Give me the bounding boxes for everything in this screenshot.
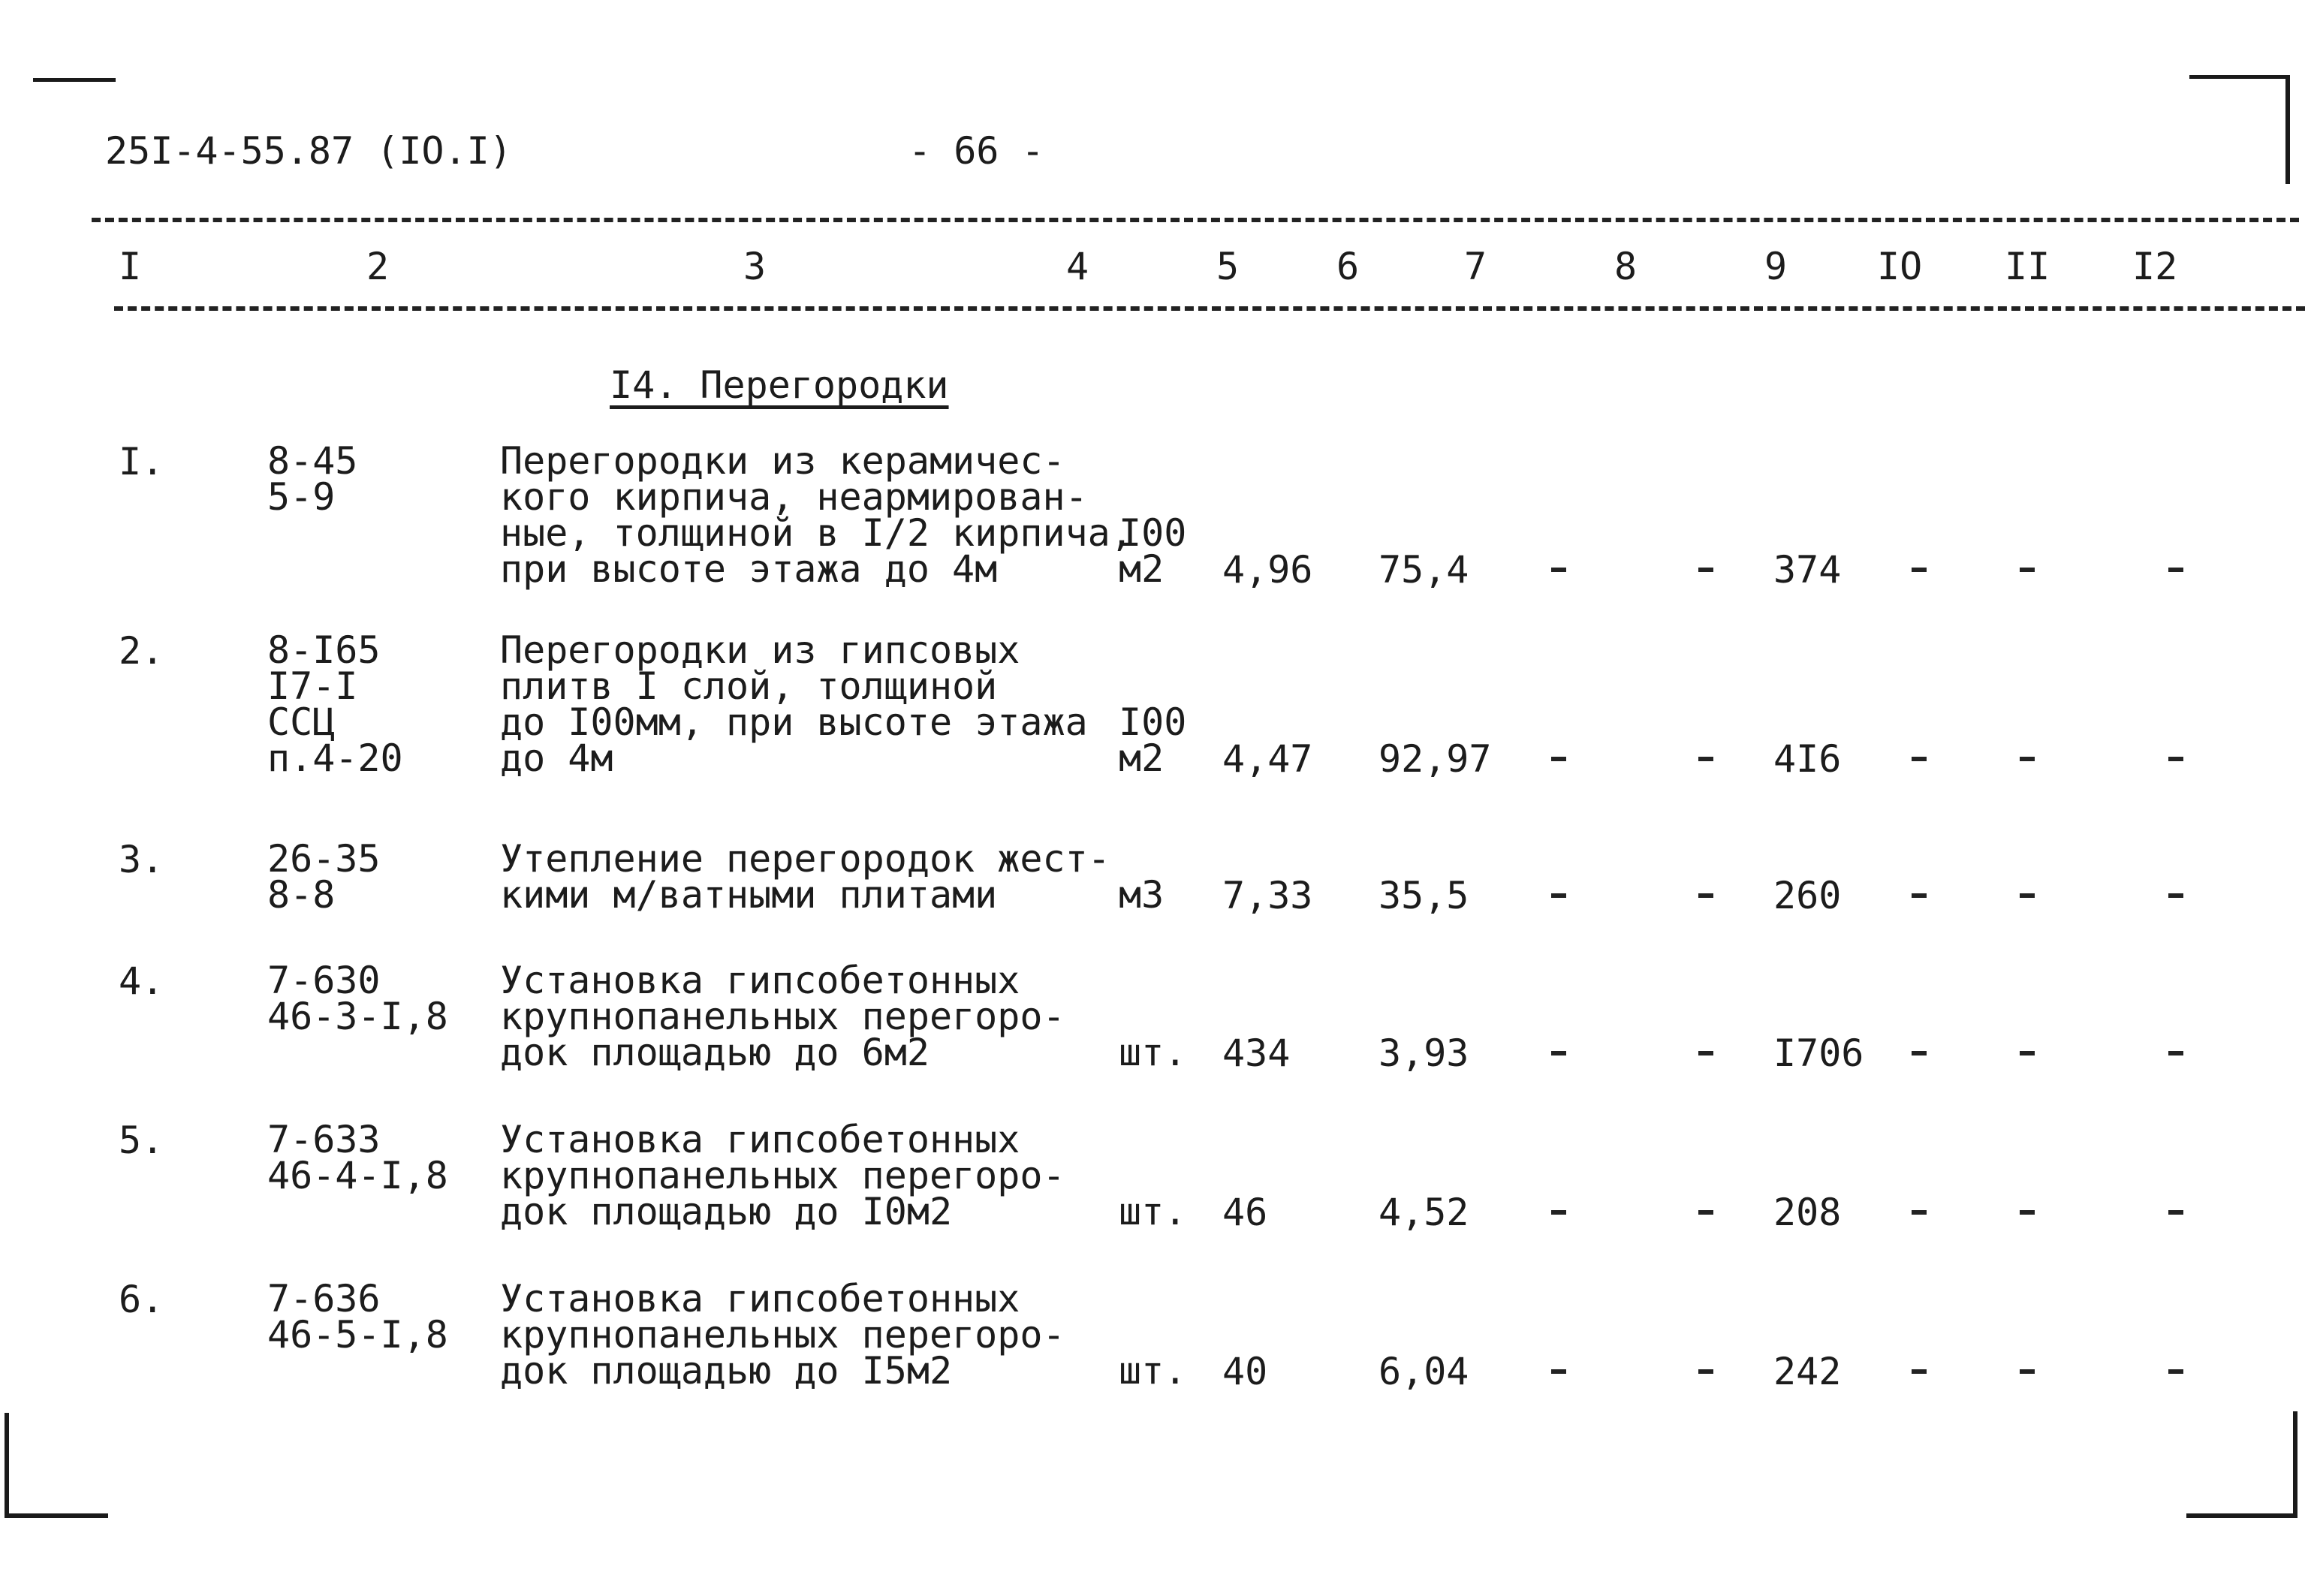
row-unit-line: м2 (1119, 736, 1165, 780)
row-price: 35,5 (1378, 874, 1469, 917)
row-description-line: док площадью до I0м2 (500, 1190, 953, 1233)
row-col12-dash (2168, 893, 2183, 898)
row-code-line: п.4-20 (267, 736, 403, 780)
row-description-line: Установка гипсобетонных (500, 1277, 1020, 1320)
row-total: 260 (1773, 874, 1842, 917)
row-unit-line: шт. (1119, 1190, 1187, 1233)
row-code-line: 46-5-I,8 (267, 1313, 448, 1357)
row-code-line: I7-I (267, 664, 358, 708)
row-price: 75,4 (1378, 548, 1469, 592)
row-code (267, 628, 403, 780)
column-header-5: 5 (1216, 245, 1240, 288)
row-quantity: 7,33 (1222, 874, 1313, 917)
row-code (267, 1277, 448, 1357)
corner-mark-top-right (2189, 75, 2290, 184)
row-code-line: 26-35 (267, 837, 381, 881)
row-code-line: 8-45 (267, 439, 358, 483)
row-col10-dash (1912, 1369, 1927, 1374)
row-code (267, 1118, 448, 1197)
column-header-12: I2 (2132, 245, 2178, 288)
row-code (267, 959, 448, 1038)
row-col10-dash (1912, 1051, 1927, 1055)
row-total: I706 (1773, 1031, 1864, 1075)
row-description-line: крупнопанельных перегоро- (500, 995, 1065, 1038)
row-number: 2. (119, 629, 164, 673)
row-col8b-dash (1698, 1369, 1713, 1374)
row-col10-dash (1912, 757, 1927, 761)
column-header-6: 6 (1336, 245, 1360, 288)
row-total: 242 (1773, 1350, 1842, 1393)
row-description-line: кого кирпича, неармирован- (500, 475, 1088, 519)
row-description-line: крупнопанельных перегоро- (500, 1154, 1065, 1197)
row-price: 92,97 (1378, 737, 1492, 781)
row-quantity: 46 (1222, 1191, 1268, 1234)
row-unit-line: I00 (1119, 700, 1187, 744)
column-header-4: 4 (1066, 245, 1089, 288)
row-quantity: 434 (1222, 1031, 1291, 1075)
row-col12-dash (2168, 1210, 2183, 1215)
row-col8b-dash (1698, 893, 1713, 898)
row-col10-dash (1912, 568, 1927, 572)
row-description (500, 439, 1133, 591)
row-col8-dash (1551, 1369, 1566, 1374)
row-col12-dash (2168, 568, 2183, 572)
row-col12-dash (2168, 757, 2183, 761)
row-description (500, 959, 1065, 1074)
row-description-line: Перегородки из керамичес- (500, 439, 1065, 483)
row-description-line: крупнопанельных перегоро- (500, 1313, 1065, 1357)
header-rule-bottom (114, 306, 2305, 311)
document-code: 25I-4-55.87 (IO.I) (105, 129, 512, 173)
row-number: 6. (119, 1278, 164, 1321)
column-header-7: 7 (1464, 245, 1487, 288)
row-description-line: до 4м (500, 736, 613, 780)
row-code-line: 46-3-I,8 (267, 995, 448, 1038)
row-col11-dash (2020, 893, 2035, 898)
row-number: 3. (119, 838, 164, 881)
row-quantity: 4,96 (1222, 548, 1313, 592)
row-number: I. (119, 440, 164, 483)
column-header-1: I (119, 245, 142, 288)
row-col10-dash (1912, 1210, 1927, 1215)
row-col12-dash (2168, 1051, 2183, 1055)
row-description-line: док площадью до 6м2 (500, 1031, 930, 1074)
row-col8-dash (1551, 1210, 1566, 1215)
row-unit (1119, 873, 1165, 917)
row-col8-dash (1551, 568, 1566, 572)
row-col8-dash (1551, 757, 1566, 761)
column-header-3: 3 (743, 245, 767, 288)
row-col8b-dash (1698, 757, 1713, 761)
row-price: 3,93 (1378, 1031, 1469, 1075)
row-description-line: до I00мм, при высоте этажа (500, 700, 1088, 744)
row-description (500, 837, 1110, 917)
corner-mark-bottom-right (2186, 1411, 2297, 1518)
row-quantity: 40 (1222, 1350, 1268, 1393)
row-code-line: ССЦ (267, 700, 336, 744)
row-col11-dash (2020, 1051, 2035, 1055)
row-unit (1119, 1349, 1187, 1393)
row-unit-line: шт. (1119, 1031, 1187, 1074)
column-header-11: II (2005, 245, 2050, 288)
row-number: 5. (119, 1119, 164, 1162)
row-total: 208 (1773, 1191, 1842, 1234)
row-quantity: 4,47 (1222, 737, 1313, 781)
row-description (500, 1118, 1065, 1233)
row-description-line: плитв I слой, толщиной (500, 664, 998, 708)
row-col8b-dash (1698, 1051, 1713, 1055)
row-description-line: Перегородки из гипсовых (500, 628, 1020, 672)
row-col11-dash (2020, 1210, 2035, 1215)
row-description (500, 628, 1088, 780)
row-unit (1119, 511, 1187, 591)
row-col8-dash (1551, 893, 1566, 898)
row-description-line: ные, толщиной в I/2 кирпича, (500, 511, 1133, 555)
row-number: 4. (119, 959, 164, 1003)
column-header-9: 9 (1764, 245, 1788, 288)
row-col11-dash (2020, 1369, 2035, 1374)
row-code (267, 837, 381, 917)
row-description-line: при высоте этажа до 4м (500, 547, 998, 591)
row-unit-line: I00 (1119, 511, 1187, 555)
row-price: 4,52 (1378, 1191, 1469, 1234)
row-code-line: 8-8 (267, 873, 336, 917)
row-unit (1119, 1031, 1187, 1074)
column-header-10: IO (1877, 245, 1923, 288)
row-col8b-dash (1698, 568, 1713, 572)
column-header-2: 2 (366, 245, 390, 288)
row-code-line: 7-630 (267, 959, 381, 1002)
row-description-line: Установка гипсобетонных (500, 959, 1020, 1002)
row-unit (1119, 700, 1187, 780)
row-code (267, 439, 358, 519)
section-title: I4. Перегородки (610, 363, 949, 407)
row-col10-dash (1912, 893, 1927, 898)
row-code-line: 7-636 (267, 1277, 381, 1320)
header-rule-top (92, 218, 2299, 222)
row-code-line: 5-9 (267, 475, 336, 519)
row-unit-line: м3 (1119, 873, 1165, 917)
row-price: 6,04 (1378, 1350, 1469, 1393)
corner-mark-bottom-left (5, 1413, 108, 1518)
row-col11-dash (2020, 568, 2035, 572)
row-total: 4I6 (1773, 737, 1842, 781)
column-header-8: 8 (1614, 245, 1638, 288)
row-unit-line: шт. (1119, 1349, 1187, 1393)
page-number: - 66 - (908, 129, 1044, 173)
row-col8-dash (1551, 1051, 1566, 1055)
row-description-line: док площадью до I5м2 (500, 1349, 953, 1393)
row-description (500, 1277, 1065, 1393)
row-col12-dash (2168, 1369, 2183, 1374)
row-total: 374 (1773, 548, 1842, 592)
row-unit-line: м2 (1119, 547, 1165, 591)
row-description-line: Установка гипсобетонных (500, 1118, 1020, 1161)
corner-mark-top-left (33, 78, 116, 82)
row-code-line: 7-633 (267, 1118, 381, 1161)
row-unit (1119, 1190, 1187, 1233)
row-col11-dash (2020, 757, 2035, 761)
row-code-line: 8-I65 (267, 628, 381, 672)
row-code-line: 46-4-I,8 (267, 1154, 448, 1197)
row-description-line: Утепление перегородок жест- (500, 837, 1110, 881)
row-col8b-dash (1698, 1210, 1713, 1215)
row-description-line: кими м/ватными плитами (500, 873, 998, 917)
